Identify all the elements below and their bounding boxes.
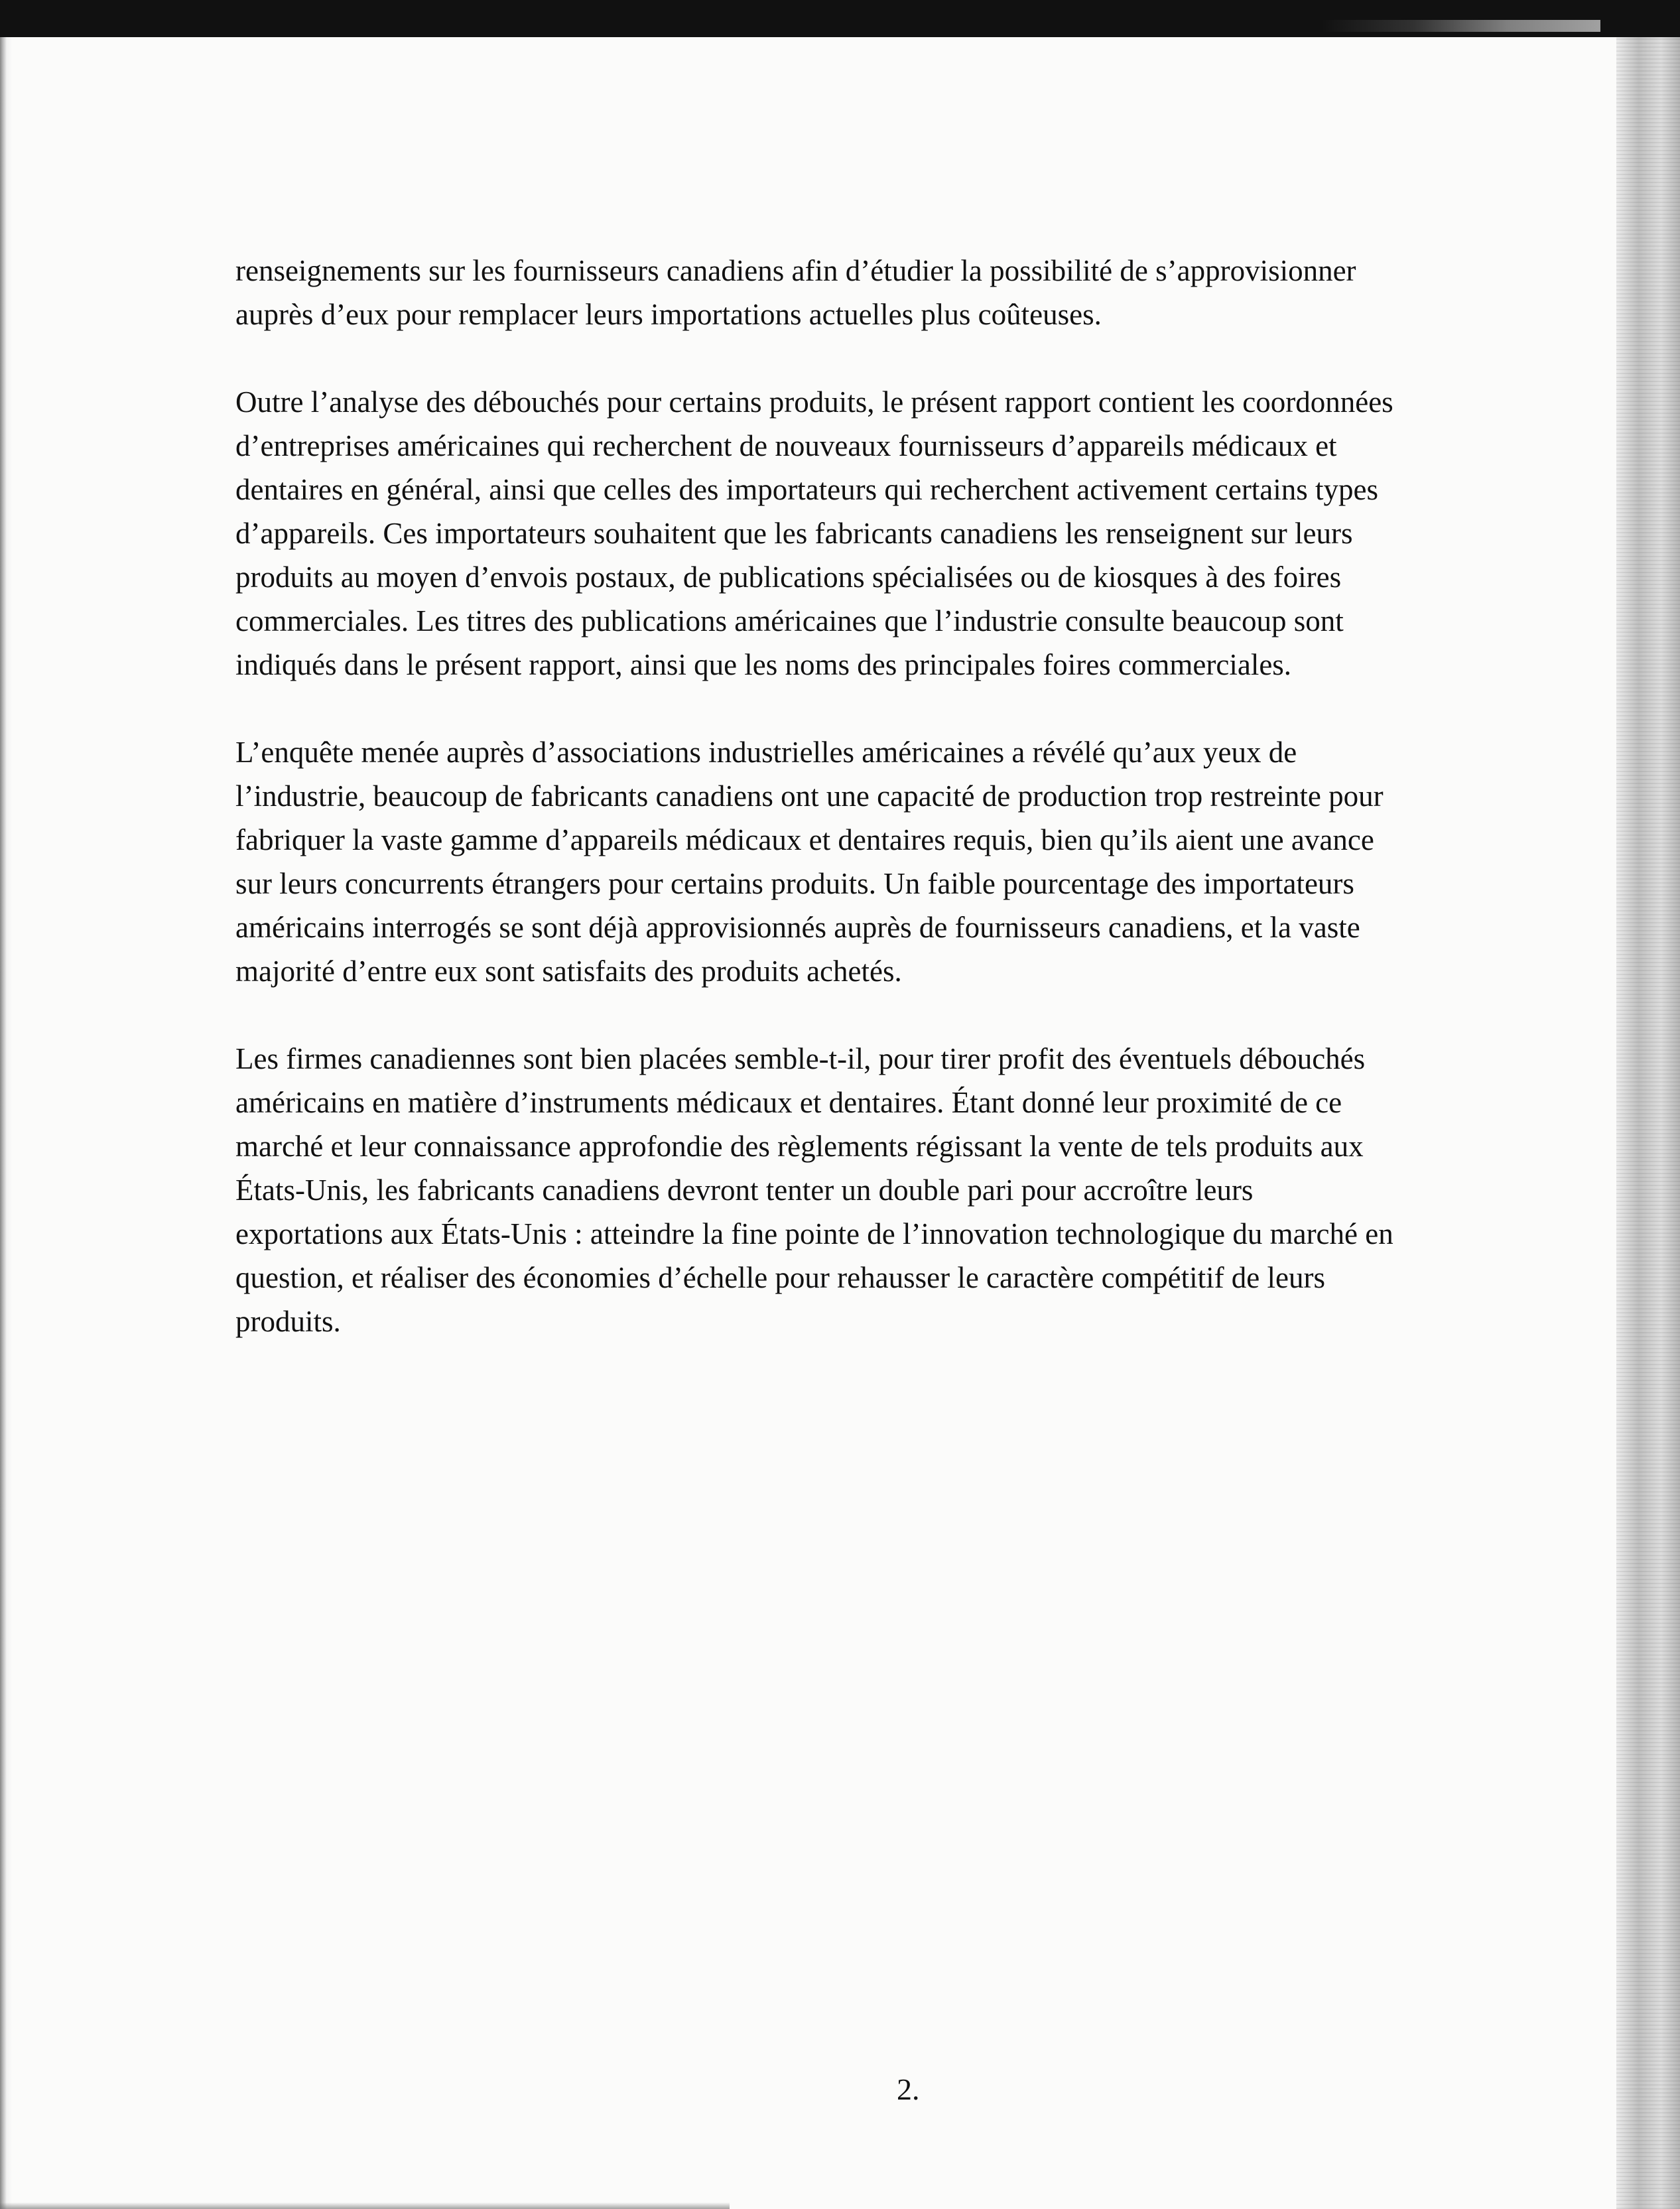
- paragraph-line: produits.: [235, 1305, 341, 1338]
- paragraph-line: exportations aux États-Unis : atteindre la fine pointe de l’innovation technologique du marché en: [235, 1217, 1393, 1250]
- scanner-left-edge: [0, 37, 12, 2209]
- paragraph-line: indiqués dans le présent rapport, ainsi que les noms des principales foires commerciales.: [235, 648, 1292, 681]
- document-body: [235, 249, 1562, 1387]
- paragraph-line: américains interrogés se sont déjà approvisionnés auprès de fournisseurs canadiens, et la vaste: [235, 911, 1360, 944]
- scanner-bottom-edge: [0, 2202, 730, 2209]
- paragraph-line: l’industrie, beaucoup de fabricants canadiens ont une capacité de production trop restreinte pour: [235, 779, 1384, 813]
- paragraph-line: commerciales. Les titres des publications américaines que l’industrie consulte beaucoup sont: [235, 604, 1344, 637]
- paragraph-supplier-information: [235, 249, 1562, 336]
- paragraph-report-contents: [235, 380, 1562, 687]
- paragraph-line: d’appareils. Ces importateurs souhaitent que les fabricants canadiens les renseignent sur leurs: [235, 517, 1353, 550]
- page-number: 2.: [897, 2072, 920, 2106]
- paragraph-line: Les firmes canadiennes sont bien placées semble-t-il, pour tirer profit des éventuels débouchés: [235, 1042, 1366, 1075]
- paragraph-line: fabriquer la vaste gamme d’appareils médicaux et dentaires requis, bien qu’ils aient une avance: [235, 823, 1374, 856]
- paragraph-line: sur leurs concurrents étrangers pour certains produits. Un faible pourcentage des importateurs: [235, 867, 1354, 900]
- paragraph-line: Outre l’analyse des débouchés pour certains produits, le présent rapport contient les coordonnées: [235, 385, 1393, 419]
- scanner-right-edge: [1616, 37, 1680, 2209]
- paragraph-line: d’entreprises américaines qui recherchent de nouveaux fournisseurs d’appareils médicaux et: [235, 429, 1337, 462]
- scanner-top-shadow: [0, 0, 1680, 37]
- paragraph-line: L’enquête menée auprès d’associations industrielles américaines a révélé qu’aux yeux de: [235, 736, 1297, 769]
- paragraph-line: majorité d’entre eux sont satisfaits des produits achetés.: [235, 955, 902, 988]
- paragraph-line: question, et réaliser des économies d’échelle pour rehausser le caractère compétitif de leurs: [235, 1261, 1326, 1294]
- paragraph-line: dentaires en général, ainsi que celles des importateurs qui recherchent activement certains types: [235, 473, 1379, 506]
- paragraph-line: États-Unis, les fabricants canadiens devront tenter un double pari pour accroître leurs: [235, 1173, 1254, 1207]
- paragraph-line: produits au moyen d’envois postaux, de publications spécialisées ou de kiosques à des foires: [235, 561, 1342, 594]
- paragraph-canadian-firms: [235, 1037, 1562, 1343]
- paragraph-line: américains en matière d’instruments médicaux et dentaires. Étant donné leur proximité de ce: [235, 1086, 1342, 1119]
- paragraph-line: auprès d’eux pour remplacer leurs importations actuelles plus coûteuses.: [235, 298, 1102, 331]
- paragraph-line: marché et leur connaissance approfondie des règlements régissant la vente de tels produits aux: [235, 1130, 1364, 1163]
- paragraph-industry-survey: [235, 730, 1562, 993]
- paragraph-line: renseignements sur les fournisseurs canadiens afin d’étudier la possibilité de s’approvisionner: [235, 254, 1356, 287]
